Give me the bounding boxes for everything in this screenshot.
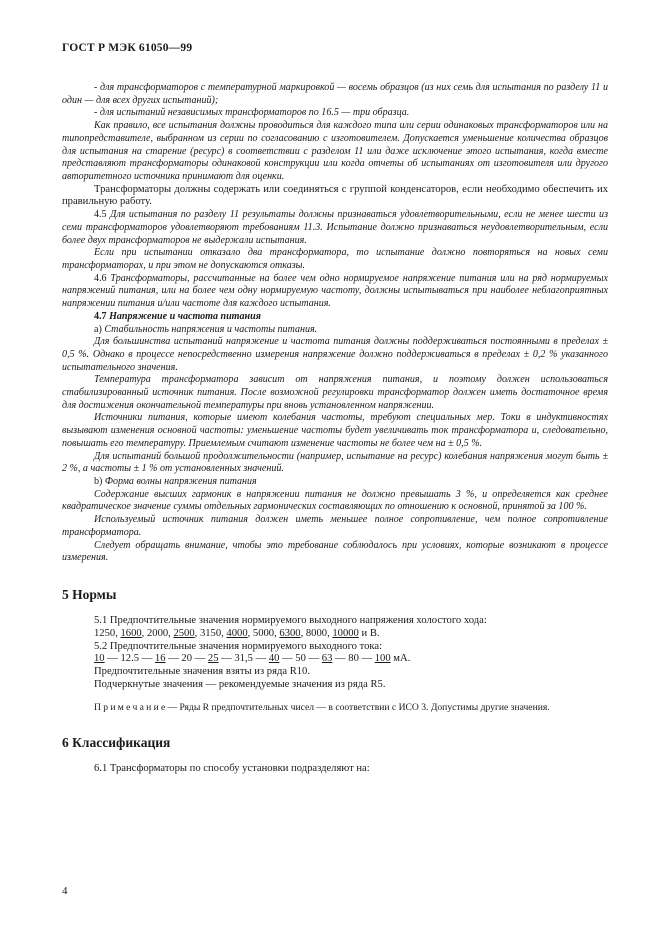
paragraph: - для трансформаторов с температурной маркировкой — восемь образцов (из них семь для испытания по разделу 11 и один — для всех других испытаний); [62, 82, 608, 106]
paragraph: Как правило, все испытания должны проводиться для каждого типа или серии одинаковых трансформаторов или на типопредставителе, выбранном из серии по согласованию с изготовителем. Допускается уменьшение количества образцов для испытания на старение (ресурс) в соответствии с разделом 11 или даже исключение этого испытания, когда вместе представляют трансформаторы одинаковой конструкции или когда отчеты об испытаниях от изготовителя или другого авторитетного источника принимают для оценки. [62, 120, 608, 182]
paragraph: Следует обращать внимание, чтобы это требование соблюдалось при условиях, которые возникают в процессе измерения. [62, 539, 608, 564]
current-series [62, 653, 608, 666]
series-value: 20 [181, 653, 192, 665]
series-value: 63 [321, 653, 333, 665]
series-value: 2500 [173, 627, 195, 639]
note-text: — Ряды R предпочтительных чисел — в соответствии с ИСО 3. Допустимы другие значения. [167, 701, 550, 713]
current-values: 10 — 12.5 — 16 — 20 — 25 — 31,5 — 40 — 50 — 63 — 80 — 100 [94, 653, 391, 665]
series-value: 40 [268, 653, 280, 665]
paragraph: Для испытаний большой продолжительности (например, испытание на ресурс) колебания напряжения могут быть ± 2 %, а частоты ± 1 % от установленных значений. [62, 450, 608, 475]
section-6-heading: 6 Классификация [62, 735, 171, 751]
paragraph: Используемый источник питания должен иметь меньшее полное сопротивление, чем полное сопротивление трансформатора. [62, 514, 608, 538]
series-value: 8000 [305, 627, 328, 639]
paragraph: Трансформаторы должны содержать или соединяться с группой конденсаторов, если необходимо обеспечить их правильную работу. [62, 183, 608, 208]
item-title: Форма волны напряжения питания [104, 475, 257, 487]
voltage-and: и [361, 627, 368, 639]
clause-4-6 [62, 273, 608, 311]
series-value: 6300 [279, 627, 301, 639]
clause-number: 4.6 [94, 272, 107, 284]
voltage-unit: В. [369, 627, 380, 639]
paragraph: Если при испытании отказало два трансформатора, то испытание должно повторяться на новых семи трансформаторах, и при этом не допускаются отказы. [62, 247, 608, 272]
clause-4-5 [62, 209, 608, 247]
note [62, 702, 608, 714]
paragraph: Для большинства испытаний напряжение и частота питания должны поддерживаться постоянными в пределах ± 0,5 %. Однако в процессе непосредственно измерения напряжение должно поддерживаться в пределах ± 0,2 % указанного испытательного значения. [62, 336, 608, 373]
series-value: 1600 [120, 627, 142, 639]
series-value: 25 [207, 653, 219, 665]
clause-number: 4.7 [94, 310, 107, 322]
paragraph: Предпочтительные значения взяты из ряда R10. [94, 666, 311, 678]
series-value: 31,5 [234, 653, 253, 665]
voltage-series [62, 628, 608, 641]
clause-title: Напряжение и частота питания [109, 310, 261, 322]
note-label: Примечание [94, 701, 168, 713]
page-body [62, 82, 608, 776]
clause-text: Трансформаторы, рассчитанные на более чем одно нормируемое напряжение питания или на ряд нормируемых напряжений питания, или на более чем одну нормируемую частоту, должны испытываться при наиболее неблагоприятных напряжении питания и/или частоте для каждого испытания. [62, 272, 608, 310]
series-value: 10000 [332, 627, 359, 639]
voltage-values: 1250, 1600, 2000, 2500, 3150, 4000, 5000, 6300, 8000, 10000 [94, 627, 359, 639]
item-a [62, 324, 608, 337]
clause-number: 4.5 [94, 209, 107, 221]
series-value: 2000 [146, 627, 169, 639]
series-value: 4000 [226, 627, 248, 639]
norm-5-1: 5.1 Предпочтительные значения нормируемого выходного напряжения холостого хода: [94, 614, 487, 626]
class-6-1: 6.1 Трансформаторы по способу установки подразделяют на: [94, 763, 370, 775]
series-value: 16 [154, 653, 166, 665]
series-value: 100 [374, 653, 391, 665]
clause-text: Для испытания по разделу 11 результаты должны признаваться удовлетворительными, если не менее шести из семи трансформаторов удовлетворяют требованиям 11.3. Испытание должно признаваться неудовлетворительным, если более двух трансформаторов не выдержали испытания. [62, 209, 608, 246]
series-value: 80 [348, 653, 359, 665]
item-title: Стабильность напряжения и частоты питания. [104, 323, 318, 335]
clause-4-7 [62, 311, 608, 324]
series-value: 10 [94, 653, 105, 665]
paragraph: - для испытаний независимых трансформаторов по 16.5 — три образца. [94, 107, 410, 119]
page-number: 4 [62, 885, 68, 897]
paragraph: Источники питания, которые имеют колебания частоты, требуют специальных мер. Токи в индуктивностях вызывают изменения основной частоты: уменьшение частоты будет увеличивать ток трансформатора и, следовательно, повышать его температуру. Приемлемым считают изменение частоты не более чем на ± 0,5 %. [62, 412, 608, 449]
series-value: 12.5 [120, 653, 140, 665]
series-value: 5000 [252, 627, 275, 639]
document-header: ГОСТ Р МЭК 61050—99 [62, 42, 193, 54]
item-letter: a) [94, 323, 102, 335]
paragraph: Содержание высших гармоник в напряжении питания не должно превышать 3 %, и определяется как среднее квадратическое значение суммы отдельных гармонических составляющих по отношению к основной, принятой за 100 %. [62, 488, 608, 513]
item-letter: b) [94, 475, 103, 487]
paragraph: Подчеркнутые значения — рекомендуемые значения из ряда R5. [94, 678, 386, 690]
paragraph: Температура трансформатора зависит от напряжения питания, и поэтому должен использоваться стабилизированный источник питания. После возможной регулировки трансформатор должен иметь достаточное время для достижения окончательной температуры при вновь установленном напряжении. [62, 374, 608, 411]
series-value: 50 [295, 653, 306, 665]
item-b [62, 476, 608, 489]
series-value: 3150 [199, 627, 222, 639]
current-unit: мА. [393, 653, 411, 665]
series-value: 1250 [94, 627, 116, 639]
norm-5-2: 5.2 Предпочтительные значения нормируемого выходного тока: [94, 640, 383, 652]
section-5-heading: 5 Нормы [62, 586, 117, 602]
